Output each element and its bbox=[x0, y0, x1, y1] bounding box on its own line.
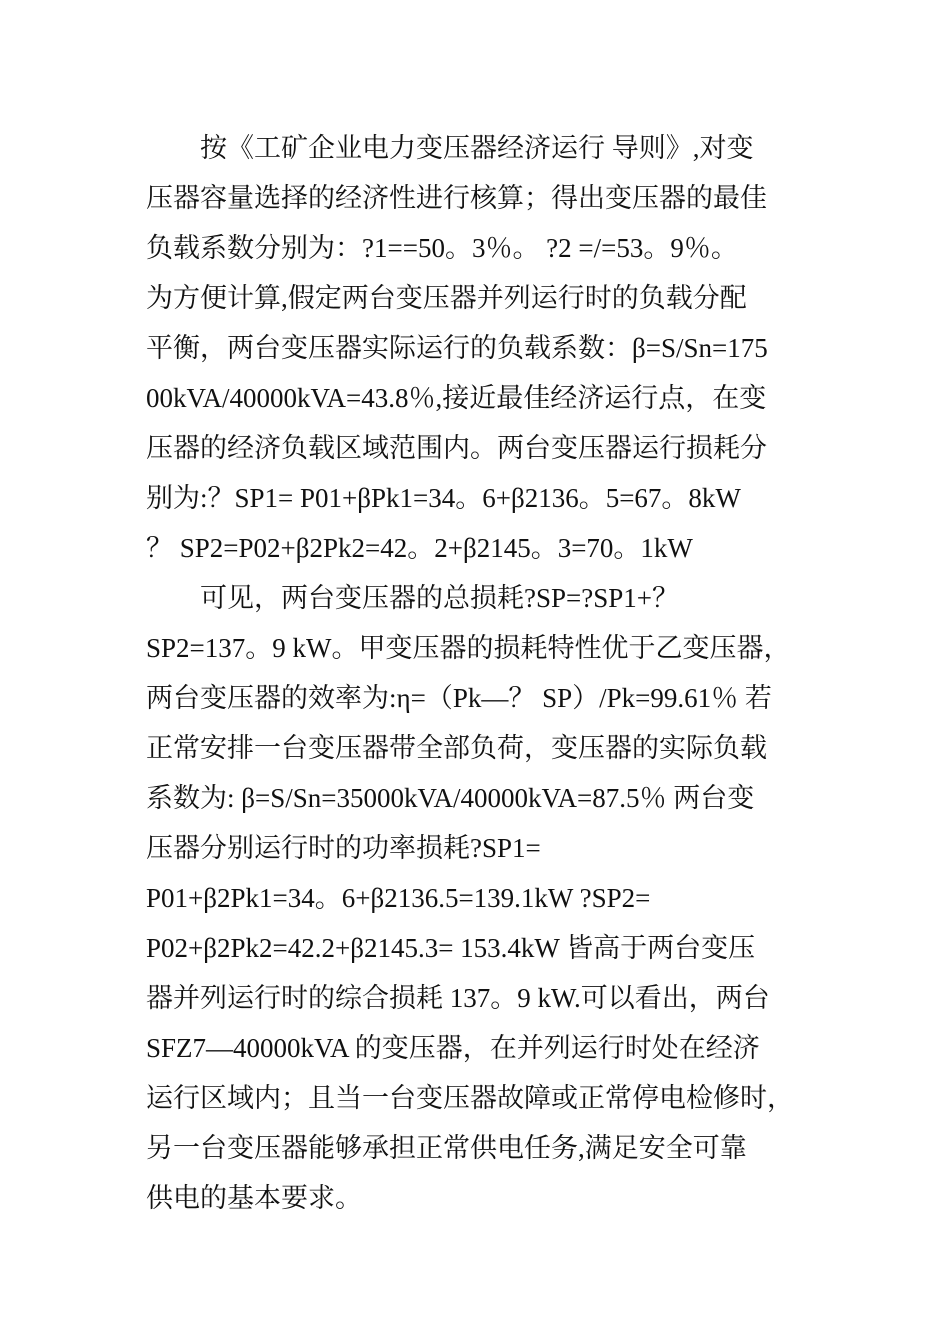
text-line-20: 运行区域内；且当一台变压器故障或正常停电检修时， bbox=[146, 1083, 794, 1113]
text-line-7: 压器的经济负载区域范围内。两台变压器运行损耗分 bbox=[146, 433, 767, 463]
text-line-15: 压器分别运行时的功率损耗?SP1= bbox=[146, 833, 541, 863]
text-line-18: 器并列运行时的综合损耗 137。9 kW.可以看出，两台 bbox=[146, 983, 770, 1013]
text-line-22: 供电的基本要求。 bbox=[146, 1183, 362, 1213]
text-line-1: 按《工矿企业电力变压器经济运行 导则》,对变 bbox=[146, 133, 754, 163]
text-line-13: 正常安排一台变压器带全部负荷，变压器的实际负载 bbox=[146, 733, 767, 763]
text-line-14: 系数为: β=S/Sn=35000kVA/40000kVA=87.5％ 两台变 bbox=[146, 783, 755, 813]
text-line-6: 00kVA/40000kVA=43.8％,接近最佳经济运行点，在变 bbox=[146, 383, 767, 413]
text-line-3: 负载系数分别为：?1==50。3％。 ?2 =/=53。9％。 bbox=[146, 233, 738, 263]
text-line-11: SP2=137。9 kW。甲变压器的损耗特性优于乙变压器， bbox=[146, 633, 791, 663]
text-line-4: 为方便计算,假定两台变压器并列运行时的负载分配 bbox=[146, 283, 747, 313]
text-line-19: SFZ7—40000kVA 的变压器，在并列运行时处在经济 bbox=[146, 1033, 760, 1063]
text-line-21: 另一台变压器能够承担正常供电任务,满足安全可靠 bbox=[146, 1133, 747, 1163]
text-line-8: 别为:？SP1= P01+βPk1=34。6+β2136。5=67。8kW bbox=[146, 483, 741, 513]
text-line-5: 平衡，两台变压器实际运行的负载系数：β=S/Sn=175 bbox=[146, 333, 768, 363]
text-line-9: ？ SP2=P02+β2Pk2=42。2+β2145。3=70。1kW bbox=[146, 533, 693, 563]
text-line-17: P02+β2Pk2=42.2+β2145.3= 153.4kW 皆高于两台变压 bbox=[146, 933, 756, 963]
text-line-2: 压器容量选择的经济性进行核算；得出变压器的最佳 bbox=[146, 183, 767, 213]
text-line-10: 可见，两台变压器的总损耗?SP=?SP1+？ bbox=[146, 583, 679, 613]
text-line-12: 两台变压器的效率为:η=（Pk—？ SP）/Pk=99.61％ 若 bbox=[146, 683, 772, 713]
text-line-16: P01+β2Pk1=34。6+β2136.5=139.1kW ?SP2= bbox=[146, 883, 651, 913]
